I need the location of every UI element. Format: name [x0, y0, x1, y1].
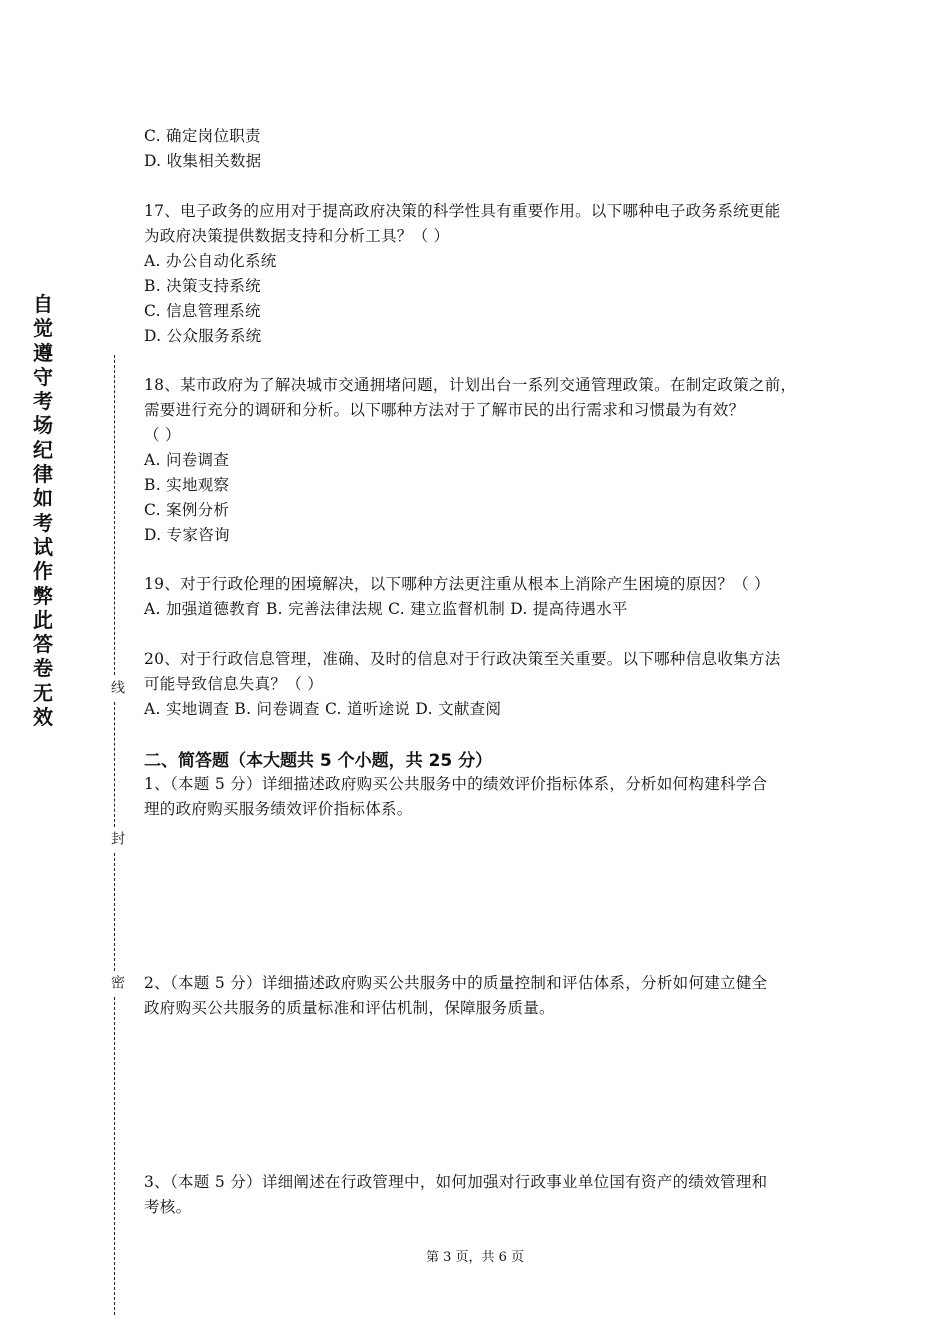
q16-option-c: C. 确定岗位职责 [144, 127, 261, 145]
binding-dashed-line [114, 853, 115, 971]
q17-option-c: C. 信息管理系统 [144, 302, 261, 320]
binding-dashed-line [114, 355, 115, 675]
short-answer-2-line1: 2、（本题 5 分）详细描述政府购买公共服务中的质量控制和评估体系，分析如何建立健全 [144, 974, 768, 992]
seal-mark-feng: 封 [105, 831, 125, 845]
seal-mark-line: 线 [105, 680, 125, 694]
q17-stem-line2: 为政府决策提供数据支持和分析工具？（ ） [144, 227, 450, 245]
q18-stem-line1: 18、某市政府为了解决城市交通拥堵问题，计划出台一系列交通管理政策。在制定政策之前， [144, 376, 797, 394]
q20-stem-line1: 20、对于行政信息管理，准确、及时的信息对于行政决策至关重要。以下哪种信息收集方法 [144, 650, 781, 668]
section-title: 二、简答题（本大题共 5 个小题，共 25 分） [144, 751, 493, 771]
q17-option-d: D. 公众服务系统 [144, 327, 262, 345]
short-answer-1-line1: 1、（本题 5 分）详细描述政府购买公共服务中的绩效评价指标体系，分析如何构建科学合 [144, 775, 768, 793]
q18-option-a: A. 问卷调查 [144, 451, 230, 469]
page-footer: 第 3 页，共 6 页 [425, 1250, 525, 1265]
short-answer-2-line2: 政府购买公共服务的质量标准和评估机制，保障服务质量。 [144, 999, 555, 1017]
short-answer-3-line1: 3、（本题 5 分）详细阐述在行政管理中，如何加强对行政事业单位国有资产的绩效管理和 [144, 1173, 768, 1191]
q19-stem: 19、对于行政伦理的困境解决，以下哪种方法更注重从根本上消除产生困境的原因？（ ） [144, 575, 770, 593]
short-answer-3-line2: 考核。 [144, 1198, 192, 1216]
q18-stem-line2: 需要进行充分的调研和分析。以下哪种方法对于了解市民的出行需求和习惯最为有效？ [144, 401, 745, 419]
q18-option-d: D. 专家咨询 [144, 526, 230, 544]
binding-dashed-line [114, 702, 115, 827]
q18-option-c: C. 案例分析 [144, 501, 230, 519]
short-answer-1-line2: 理的政府购买服务绩效评价指标体系。 [144, 800, 413, 818]
q18-option-b: B. 实地观察 [144, 476, 230, 494]
q20-options: A. 实地调查 B. 问卷调查 C. 道听途说 D. 文献查阅 [144, 700, 502, 718]
q20-stem-line2: 可能导致信息失真？（ ） [144, 675, 324, 693]
q17-stem-line1: 17、电子政务的应用对于提高政府决策的科学性具有重要作用。以下哪种电子政务系统更能 [144, 202, 781, 220]
seal-mark-mi: 密 [105, 975, 125, 989]
q17-option-b: B. 决策支持系统 [144, 277, 261, 295]
q16-option-d: D. 收集相关数据 [144, 152, 262, 170]
q18-stem-line3: （ ） [144, 426, 181, 444]
exam-discipline-warning: 自觉遵守考场纪律如考试作弊此答卷无效 [33, 292, 53, 730]
q17-option-a: A. 办公自动化系统 [144, 252, 277, 270]
q19-options: A. 加强道德教育 B. 完善法律法规 C. 建立监督机制 D. 提高待遇水平 [144, 600, 628, 618]
binding-dashed-line [114, 997, 115, 1315]
